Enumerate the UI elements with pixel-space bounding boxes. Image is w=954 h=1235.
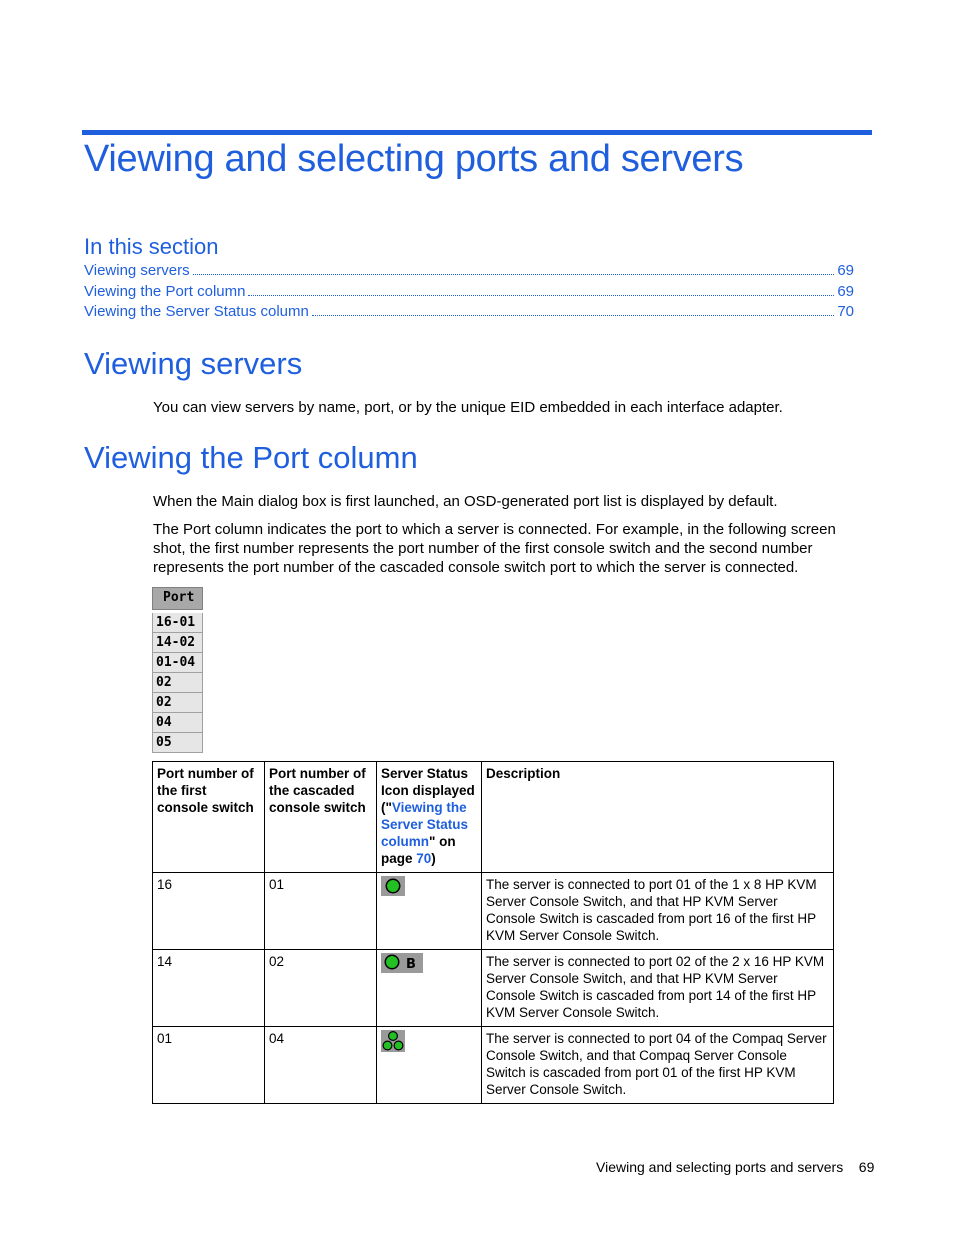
- page-70-link[interactable]: 70: [416, 851, 432, 866]
- title-rule: [82, 130, 872, 135]
- port-cell: 02: [152, 673, 203, 693]
- header-server-status-icon: [377, 762, 482, 873]
- toc-link-server-status-column[interactable]: Viewing the Server Status column: [84, 303, 309, 320]
- toc-page-number[interactable]: 69: [837, 262, 854, 279]
- toc-link-port-column[interactable]: Viewing the Port column: [84, 282, 246, 300]
- green-circle-icon: [381, 876, 405, 900]
- toc-leader: [193, 274, 835, 275]
- page-title: Viewing and selecting ports and servers: [84, 138, 744, 180]
- toc-link-viewing-servers[interactable]: Viewing servers: [84, 262, 190, 279]
- port-cell: 04: [152, 713, 203, 733]
- table-row: [153, 1027, 834, 1104]
- icon-letter: B: [406, 957, 416, 972]
- port-column-header: Port: [152, 587, 203, 610]
- server-status-column-link[interactable]: Viewing the Server Status column: [381, 800, 469, 849]
- first-port-cell: 01: [153, 1027, 265, 1104]
- footer-page-number: 69: [858, 1159, 875, 1175]
- status-icon-cell: [377, 1027, 482, 1104]
- toc-item[interactable]: [84, 303, 854, 324]
- first-port-cell: 14: [153, 950, 265, 1027]
- port-column-para-1: When the Main dialog box is first launched, an OSD-generated port list is displayed by default.: [153, 493, 778, 510]
- table-row: [153, 873, 834, 950]
- first-port-cell: 16: [153, 873, 265, 950]
- green-circle-b-icon: [381, 953, 423, 977]
- cascaded-port-cell: 02: [265, 950, 377, 1027]
- port-column-screenshot: [152, 587, 203, 753]
- toc-list: [84, 262, 854, 324]
- toc-page-number[interactable]: 70: [837, 303, 854, 320]
- port-status-table: [152, 761, 834, 1104]
- status-icon-cell: [377, 950, 482, 1027]
- toc-leader: [248, 295, 834, 296]
- cascaded-port-cell: 04: [265, 1027, 377, 1104]
- header-status-text: Server Status Icon displayed (": [381, 766, 475, 815]
- header-description: Description: [482, 762, 834, 873]
- toc-item[interactable]: [84, 262, 854, 283]
- status-icon-cell: [377, 873, 482, 950]
- header-status-text: " on page: [381, 834, 456, 866]
- port-cell: 14-02: [152, 633, 203, 653]
- in-this-section-heading: In this section: [84, 234, 219, 259]
- footer-title: Viewing and selecting ports and servers: [596, 1159, 844, 1175]
- description-cell: The server is connected to port 04 of the Compaq Server Console Switch, and that Compaq Server Console Switch is cascaded from port 01 of the first HP KVM Server Console Switch.: [482, 1027, 834, 1104]
- toc-item[interactable]: [84, 283, 854, 304]
- viewing-servers-heading: Viewing servers: [84, 346, 303, 381]
- table-row: [153, 950, 834, 1027]
- header-first-console-port: Port number of the first console switch: [153, 762, 265, 873]
- port-cell: 16-01: [152, 613, 203, 633]
- port-column-para-2: The Port column indicates the port to which a server is connected. For example, in the following screen shot, the first number represents the port number of the first console switch and the second number represents the port number of the cascaded console switch port to which the server is connected.: [153, 521, 836, 576]
- port-cell: 02: [152, 693, 203, 713]
- port-cell: 01-04: [152, 653, 203, 673]
- page-footer: [596, 1159, 874, 1175]
- viewing-servers-text: You can view servers by name, port, or by the unique EID embedded in each interface adapter.: [153, 399, 783, 416]
- header-status-text: ): [431, 851, 436, 866]
- port-cell: 05: [152, 733, 203, 753]
- triple-circle-icon: [381, 1030, 405, 1056]
- header-cascaded-console-port: Port number of the cascaded console switch: [265, 762, 377, 873]
- description-cell: The server is connected to port 02 of the 2 x 16 HP KVM Server Console Switch, and that HP KVM Server Console Switch is cascaded from port 14 of the first HP KVM Server Console Switch.: [482, 950, 834, 1027]
- table-header-row: [153, 762, 834, 873]
- toc-leader: [312, 315, 834, 316]
- toc-page-number[interactable]: 69: [837, 282, 854, 300]
- port-column-heading: Viewing the Port column: [84, 440, 418, 475]
- description-cell: The server is connected to port 01 of the 1 x 8 HP KVM Server Console Switch, and that HP KVM Server Console Switch is cascaded from port 16 of the first HP KVM Server Console Switch.: [482, 873, 834, 950]
- cascaded-port-cell: 01: [265, 873, 377, 950]
